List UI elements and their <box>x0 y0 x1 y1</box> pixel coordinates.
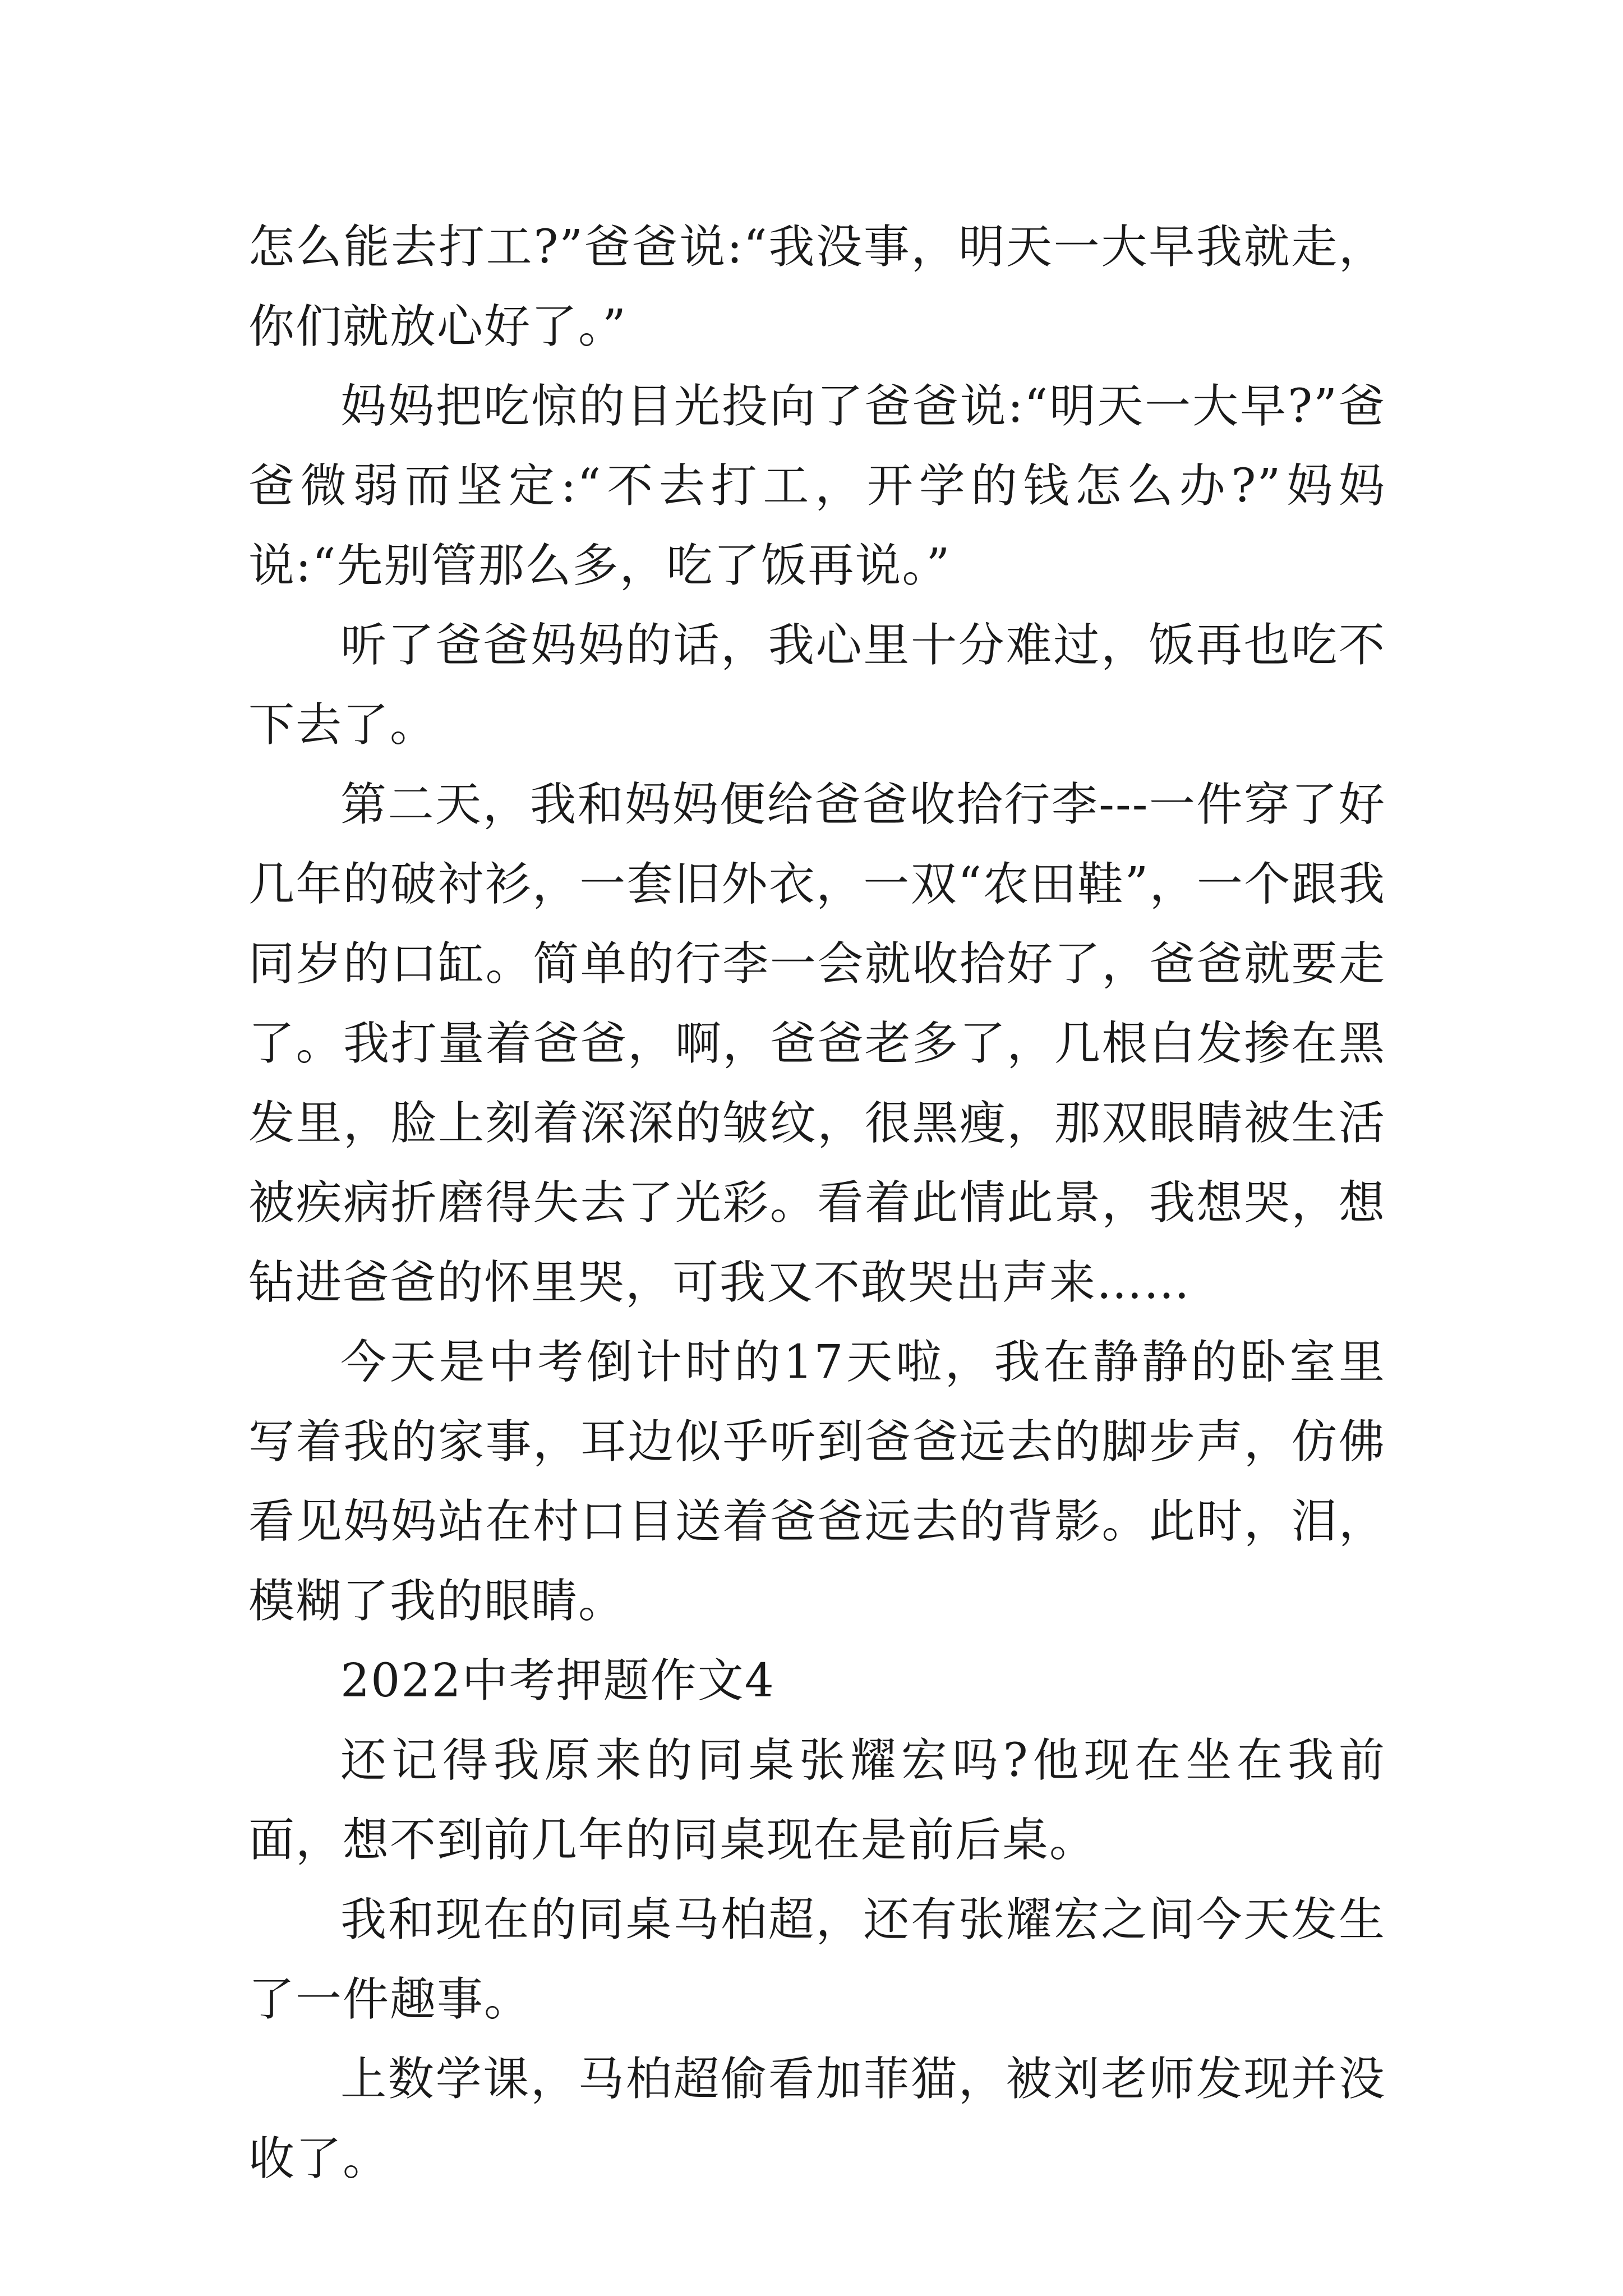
paragraph-1: 怎么能去打工?”爸爸说:“我没事，明天一大早我就走，你们就放心好了。” <box>248 220 1386 353</box>
paragraph-6: 还记得我原来的同桌张耀宏吗?他现在坐在我前面，想不到前几年的同桌现在是前后桌。 <box>248 1734 1386 1867</box>
paragraph-3: 听了爸爸妈妈的话，我心里十分难过，饭再也吃不下去了。 <box>248 619 1386 752</box>
section-heading: 2022中考押题作文4 <box>340 1654 775 1708</box>
paragraph-7: 我和现在的同桌马柏超，还有张耀宏之间今天发生了一件趣事。 <box>248 1893 1386 2026</box>
paragraph-2: 妈妈把吃惊的目光投向了爸爸说:“明天一大早?”爸爸微弱而坚定:“不去打工，开学的钱怎么办?”妈妈说:“先别管那么多，吃了饭再说。” <box>248 380 1386 592</box>
document-body <box>248 208 1386 2199</box>
paragraph-4: 第二天，我和妈妈便给爸爸收拾行李---一件穿了好几年的破衬衫，一套旧外衣，一双“农田鞋”，一个跟我同岁的口缸。简单的行李一会就收拾好了，爸爸就要走了。我打量着爸爸，啊，爸爸老多了，几根白发掺在黑发里，脸上刻着深深的皱纹，很黑瘦，那双眼睛被生活被疾病折磨得失去了光彩。看着此情此景，我想哭，想钻进爸爸的怀里哭，可我又不敢哭出声来…… <box>248 778 1386 1309</box>
paragraph-5: 今天是中考倒计时的17天啦，我在静静的卧室里写着我的家事，耳边似乎听到爸爸远去的脚步声，仿佛看见妈妈站在村口目送着爸爸远去的背影。此时，泪，模糊了我的眼睛。 <box>248 1336 1386 1628</box>
paragraph-8: 上数学课，马柏超偷看加菲猫，被刘老师发现并没收了。 <box>248 2053 1386 2185</box>
